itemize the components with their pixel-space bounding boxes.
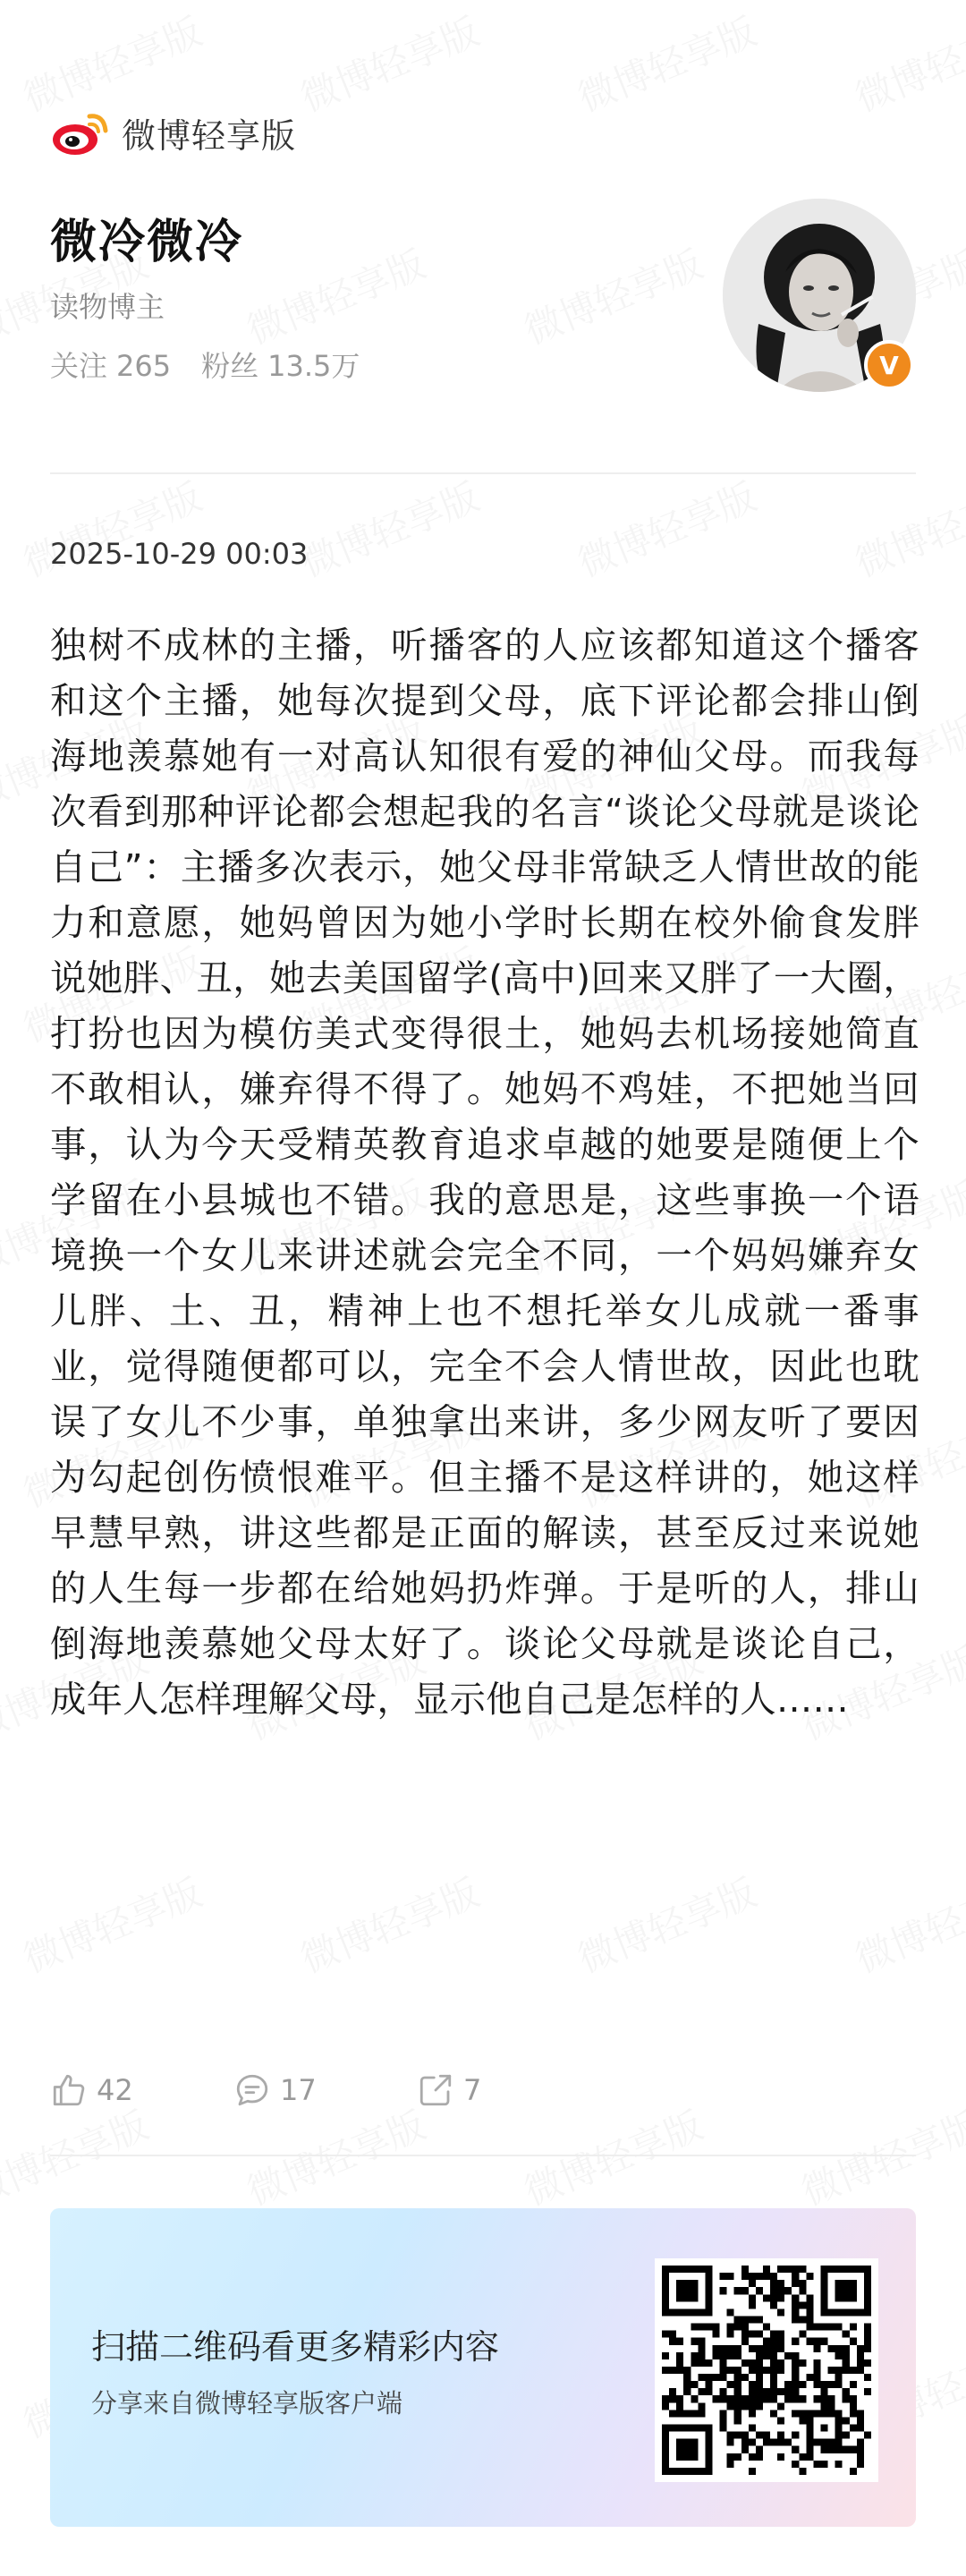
comment-count: 17 <box>280 2073 317 2107</box>
promo-card <box>50 2208 916 2527</box>
post-text: 独树不成林的主播，听播客的人应该都知道这个播客和这个主播，她每次提到父母，底下评论都会排山倒海地羡慕她有一对高认知很有爱的神仙父母。而我每次看到那种评论都会想起我的名言“谈论父母就是谈论自己”：主播多次表示，她父母非常缺乏人情世故的能力和意愿，她妈曾因为她小学时长期在校外偷食发胖说她胖、丑，她去美国留学(高中)回来又胖了一大圈，打扮也因为模仿美式变得很土，她妈去机场接她简直不敢相认，嫌弃得不得了。她妈不鸡娃，不把她当回事，认为今天受精英教育追求卓越的她要是随便上个学留在小县城也不错。我的意思是，这些事换一个语境换一个女儿来讲述就会完全不同，一个妈妈嫌弃女儿胖、土、丑，精神上也不想托举女儿成就一番事业，觉得随便都可以，完全不会人情世故，因此也耽误了女儿不少事，单独拿出来讲，多少网友听了要因为勾起创伤愤恨难平。但主播不是这样讲的，她这样早慧早熟，讲这些都是正面的解读，甚至反过来说她的人生每一步都在给她妈扔炸弹。于是听的人，排山倒海地羡慕她父母太好了。谈论父母就是谈论自己，成年人怎样理解父母，显示他自己是怎样的人…… <box>50 624 919 1721</box>
watermark-text <box>569 3 763 123</box>
app-name: 微博轻享版 <box>122 115 297 156</box>
post-actions <box>50 2065 481 2115</box>
app-header <box>50 98 296 166</box>
following-count: 265 <box>116 349 172 383</box>
watermark-text <box>846 3 966 123</box>
watermark-text <box>14 1864 208 1984</box>
verified-badge: V <box>864 340 914 390</box>
watermark-text <box>846 1864 966 1984</box>
promo-title: 扫描二维码看更多精彩内容 <box>91 2327 500 2367</box>
profile-role: 读物博主 <box>50 290 165 324</box>
thumb-up-icon <box>50 2071 88 2109</box>
qr-code-image <box>662 2266 871 2475</box>
divider <box>50 2155 916 2156</box>
weibo-logo-icon <box>50 107 111 157</box>
watermark-text <box>515 235 709 355</box>
watermark-text <box>292 468 486 588</box>
profile-name[interactable]: 微冷微冷 <box>50 216 244 269</box>
watermark-text <box>792 2096 966 2216</box>
followers-stat[interactable] <box>201 344 360 385</box>
watermark-text <box>569 468 763 588</box>
profile-stats <box>50 344 360 385</box>
share-arrow-icon <box>417 2071 454 2109</box>
promo-subtitle: 分享来自微博轻享版客户端 <box>91 2388 403 2419</box>
like-count: 42 <box>97 2073 133 2107</box>
share-button[interactable] <box>417 2071 481 2109</box>
following-stat[interactable] <box>50 344 171 385</box>
divider <box>50 472 916 474</box>
share-count: 7 <box>463 2073 482 2107</box>
like-button[interactable] <box>50 2071 233 2109</box>
followers-count: 13.5万 <box>267 349 360 383</box>
post-date: 2025-10-29 00:03 <box>50 537 309 571</box>
following-label: 关注 <box>50 349 108 383</box>
comment-button[interactable] <box>233 2071 417 2109</box>
comment-bubble-icon <box>233 2071 271 2109</box>
watermark-text <box>515 2096 709 2216</box>
followers-label: 粉丝 <box>201 349 259 383</box>
qr-code[interactable] <box>655 2258 878 2482</box>
watermark-text <box>238 235 432 355</box>
watermark-text <box>569 1864 763 1984</box>
watermark-text <box>846 468 966 588</box>
watermark-text <box>292 1864 486 1984</box>
watermark-text <box>292 3 486 123</box>
